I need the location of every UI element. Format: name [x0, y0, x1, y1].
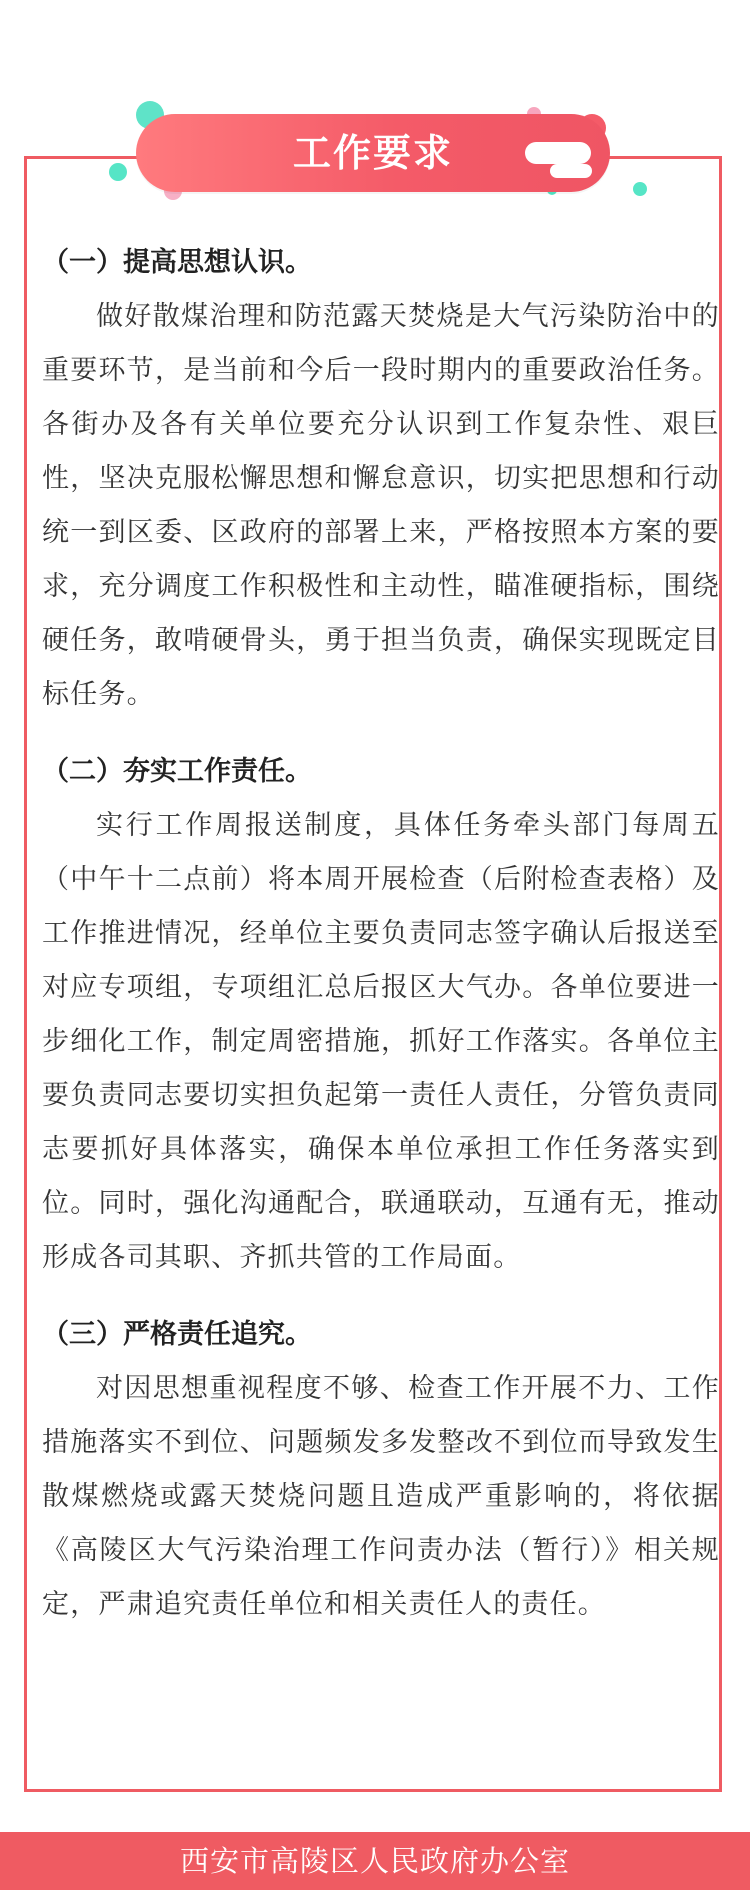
section-paragraph: 实行工作周报送制度，具体任务牵头部门每周五（中午十二点前）将本周开展检查（后附检查表格）及工作推进情况，经单位主要负责同志签字确认后报送至对应专项组，专项组汇总后报区大气办。各单位要进一步细化工作，制定周密措施，抓好工作落实。各单位主要负责同志要切实担负起第一责任人责任，分管负责同志要抓好具体落实，确保本单位承担工作任务落实到位。同时，强化沟通配合，联通联动，互通有无，推动形成各司其职、齐抓共管的工作局面。	[42, 810, 720, 1273]
section-2	[42, 745, 720, 1285]
page-title: 工作要求	[292, 131, 453, 175]
section-1	[42, 236, 720, 722]
footer-organization: 西安市高陵区人民政府办公室	[179, 1844, 570, 1878]
section-paragraph: 做好散煤治理和防范露天焚烧是大气污染防治中的重要环节，是当前和今后一段时期内的重要政治任务。各街办及各有关单位要充分认识到工作复杂性、艰巨性，坚决克服松懈思想和懈怠意识，切实把思想和行动统一到区委、区政府的部署上来，严格按照本方案的要求，充分调度工作积极性和主动性，瞄准硬指标，围绕硬任务，敢啃硬骨头，勇于担当负责，确保实现既定目标任务。	[42, 301, 720, 710]
decor-dot-teal-3	[633, 182, 647, 196]
article-body	[42, 236, 720, 1632]
section-title: （一）提高思想认识。	[42, 247, 312, 278]
section-3	[42, 1308, 720, 1632]
section-title: （二）夯实工作责任。	[42, 756, 312, 787]
footer-bar	[0, 1832, 750, 1890]
decor-dot-teal-small	[109, 163, 127, 181]
section-paragraph: 对因思想重视程度不够、检查工作开展不力、工作措施落实不到位、问题频发多发整改不到位而导致发生散煤燃烧或露天焚烧问题且造成严重影响的，将依据《高陵区大气污染治理工作问责办法（暂行）》相关规定，严肃追究责任单位和相关责任人的责任。	[42, 1373, 720, 1620]
section-title: （三）严格责任追究。	[42, 1319, 312, 1350]
